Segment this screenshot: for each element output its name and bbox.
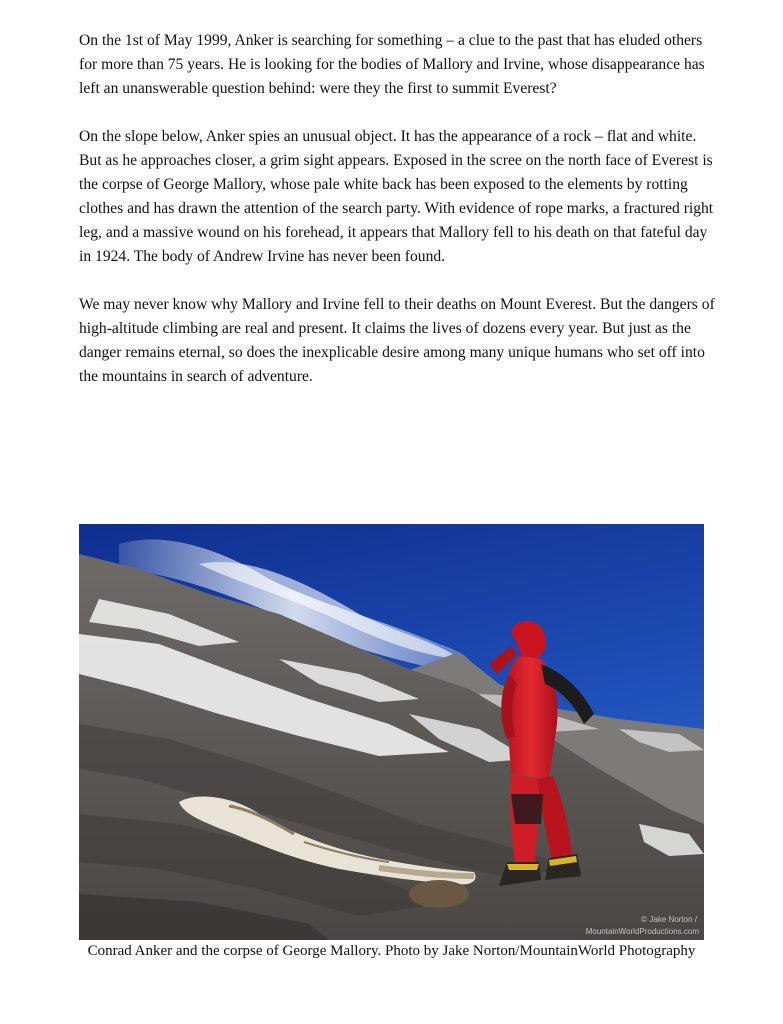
paragraph-3: We may never know why Mallory and Irvine fell to their deaths on Mount Everest. But the dangers of high-altitude climbing are real and present. It claims the lives of dozens every year. But just as the danger remains eternal, so does the inexplicable desire among many unique humans who set off into the mountains in search of adventure.: [79, 296, 715, 385]
article-body: [79, 29, 721, 413]
photo-caption: Conrad Anker and the corpse of George Mallory. Photo by Jake Norton/MountainWorld Photography: [87, 943, 696, 959]
watermark-line-1: © Jake Norton /: [641, 915, 697, 924]
paragraph-2: On the slope below, Anker spies an unusual object. It has the appearance of a rock – flat and white. But as he approaches closer, a grim sight appears. Exposed in the scree on the north face of Everest is the corpse of George Mallory, whose pale white back has been exposed to the elements by rotting clothes and has drawn the attention of the search party. With evidence of rope marks, a fractured right leg, and a massive wound on his forehead, it appears that Mallory fell to his death on that fateful day in 1924. The body of Andrew Irvine has never been found.: [79, 128, 714, 265]
paragraph-1: On the 1st of May 1999, Anker is searching for something – a clue to the past that has eluded others for more than 75 years. He is looking for the bodies of Mallory and Irvine, whose disappearance has left an unanswerable question behind: were they the first to summit Everest?: [79, 32, 705, 97]
everest-photo: [79, 524, 704, 940]
watermark-line-2: MountainWorldProductions.com: [585, 927, 699, 936]
